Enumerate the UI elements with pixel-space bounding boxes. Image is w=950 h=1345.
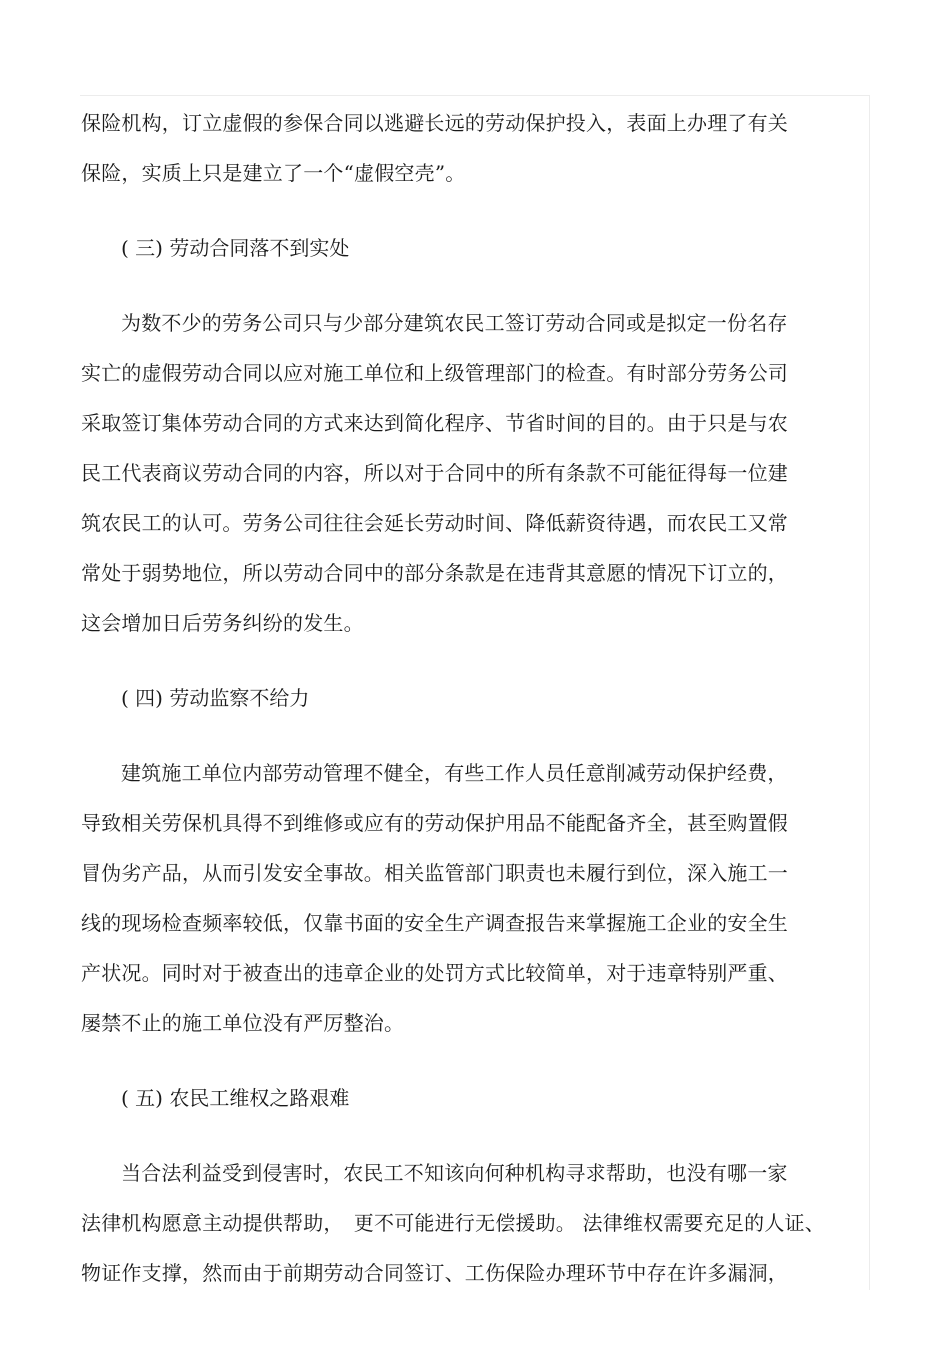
text-line: 这会增加日后劳务纠纷的发生。 xyxy=(81,611,364,635)
body-paragraph xyxy=(81,298,851,648)
section-heading: ( 五) 农民工维权之路艰难 xyxy=(121,1086,350,1110)
text-line: 产状况。同时对于被查出的违章企业的处罚方式比较简单，对于违章特别严重、 xyxy=(81,961,788,985)
text-line: 建筑施工单位内部劳动管理不健全，有些工作人员任意削减劳动保护经费， xyxy=(121,761,788,785)
section-heading: ( 三) 劳动合同落不到实处 xyxy=(121,236,350,260)
body-paragraph xyxy=(81,1148,851,1298)
text-line: 冒伪劣产品，从而引发安全事故。相关监管部门职责也未履行到位，深入施工一 xyxy=(81,861,788,885)
document-body xyxy=(81,98,851,1298)
text-line: 物证作支撑，然而由于前期劳动合同签订、工伤保险办理环节中存在许多漏洞， xyxy=(81,1261,788,1285)
page-border-right xyxy=(869,95,870,1290)
text-line: 民工代表商议劳动合同的内容，所以对于合同中的所有条款不可能征得每一位建 xyxy=(81,461,788,485)
text-line: 线的现场检查频率较低，仅靠书面的安全生产调查报告来掌握施工企业的安全生 xyxy=(81,911,788,935)
text-line: 当合法利益受到侵害时，农民工不知该向何种机构寻求帮助，也没有哪一家 xyxy=(121,1161,788,1185)
body-paragraph xyxy=(81,748,851,1048)
section-heading: ( 四) 劳动监察不给力 xyxy=(121,686,310,710)
text-line: 采取签订集体劳动合同的方式来达到简化程序、节省时间的目的。由于只是与农 xyxy=(81,411,788,435)
text-line: 常处于弱势地位，所以劳动合同中的部分条款是在违背其意愿的情况下订立的， xyxy=(81,561,788,585)
text-line: 筑农民工的认可。劳务公司往往会延长劳动时间、降低薪资待遇，而农民工又常 xyxy=(81,511,788,535)
text-line: 实亡的虚假劳动合同以应对施工单位和上级管理部门的检查。有时部分劳务公司 xyxy=(81,361,788,385)
page-border-top xyxy=(80,95,870,96)
text-line: 屡禁不止的施工单位没有严厉整治。 xyxy=(81,1011,405,1035)
text-line: 保险，实质上只是建立了一个“虚假空壳”。 xyxy=(81,161,466,185)
text-line: 导致相关劳保机具得不到维修或应有的劳动保护用品不能配备齐全，甚至购置假 xyxy=(81,811,788,835)
body-paragraph xyxy=(81,98,851,198)
text-line: 为数不少的劳务公司只与少部分建筑农民工签订劳动合同或是拟定一份名存 xyxy=(121,311,788,335)
text-line: 保险机构，订立虚假的参保合同以逃避长远的劳动保护投入，表面上办理了有关 xyxy=(81,111,788,135)
text-line: 法律机构愿意主动提供帮助， 更不可能进行无偿援助。 法律维权需要充足的人证、 xyxy=(81,1211,825,1235)
